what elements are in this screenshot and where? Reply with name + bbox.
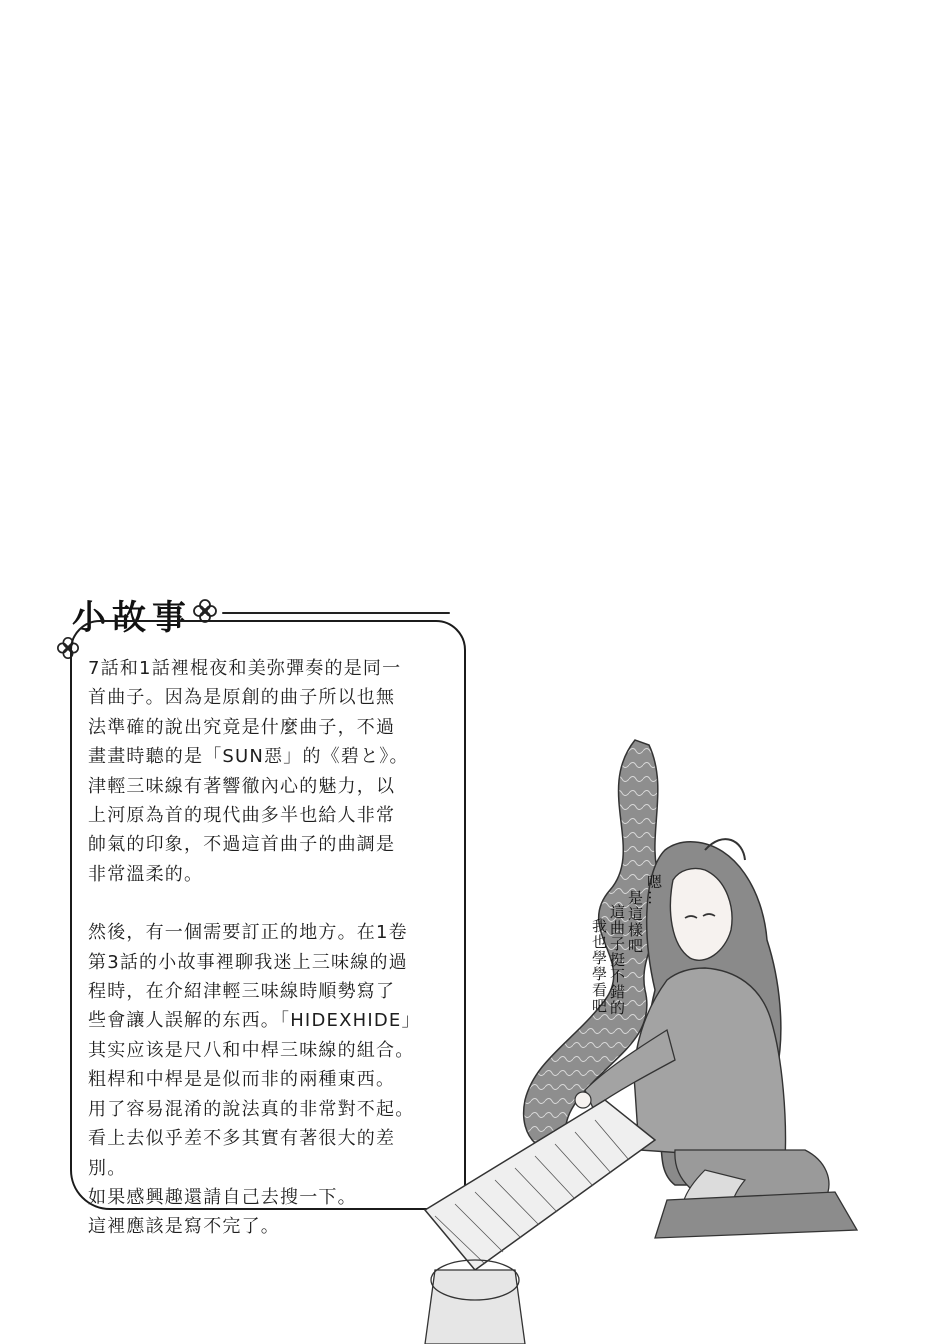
story-paragraph: 然後，有一個需要訂正的地方。在1卷 第3話的小故事裡聊我迷上三味線的過 程時，在介紹津輕三味線時順勢寫了 些會讓人誤解的东西。「HIDEXHIDE」 其实应该是尺八和中桿三味線的組合。 粗桿和中桿是是似而非的兩種東西。 用了容易混淆的說法真的非常對不起。 看上去似乎差不多其實有著很大的差 別。 如果感興趣還請自己去搜一下。 這裡應該是寫不完了。 — [88, 922, 421, 1238]
speech-line: 我也學學看吧 — [590, 918, 608, 1014]
koto-girl-illustration — [405, 730, 945, 1344]
speech-line: 嗯… — [645, 874, 663, 906]
story-paragraph: 7話和1話裡棍夜和美弥彈奏的是同一 首曲子。因為是原創的曲子所以也無 法準確的說出究竟是什麼曲子，不過 畫畫時聽的是「SUN惡」的《碧と》。 津輕三味線有著響徹內心的魅力，以 上河原為首的現代曲多半也給人非常 帥氣的印象，不過這首曲子的曲調是 非常溫柔的。 — [88, 658, 409, 885]
title-underline — [222, 612, 450, 614]
speech-line: 是這樣吧 — [626, 890, 644, 954]
speech-line: 這曲子挺不錯的 — [608, 904, 626, 1016]
section-title: 小故事 — [72, 598, 192, 638]
